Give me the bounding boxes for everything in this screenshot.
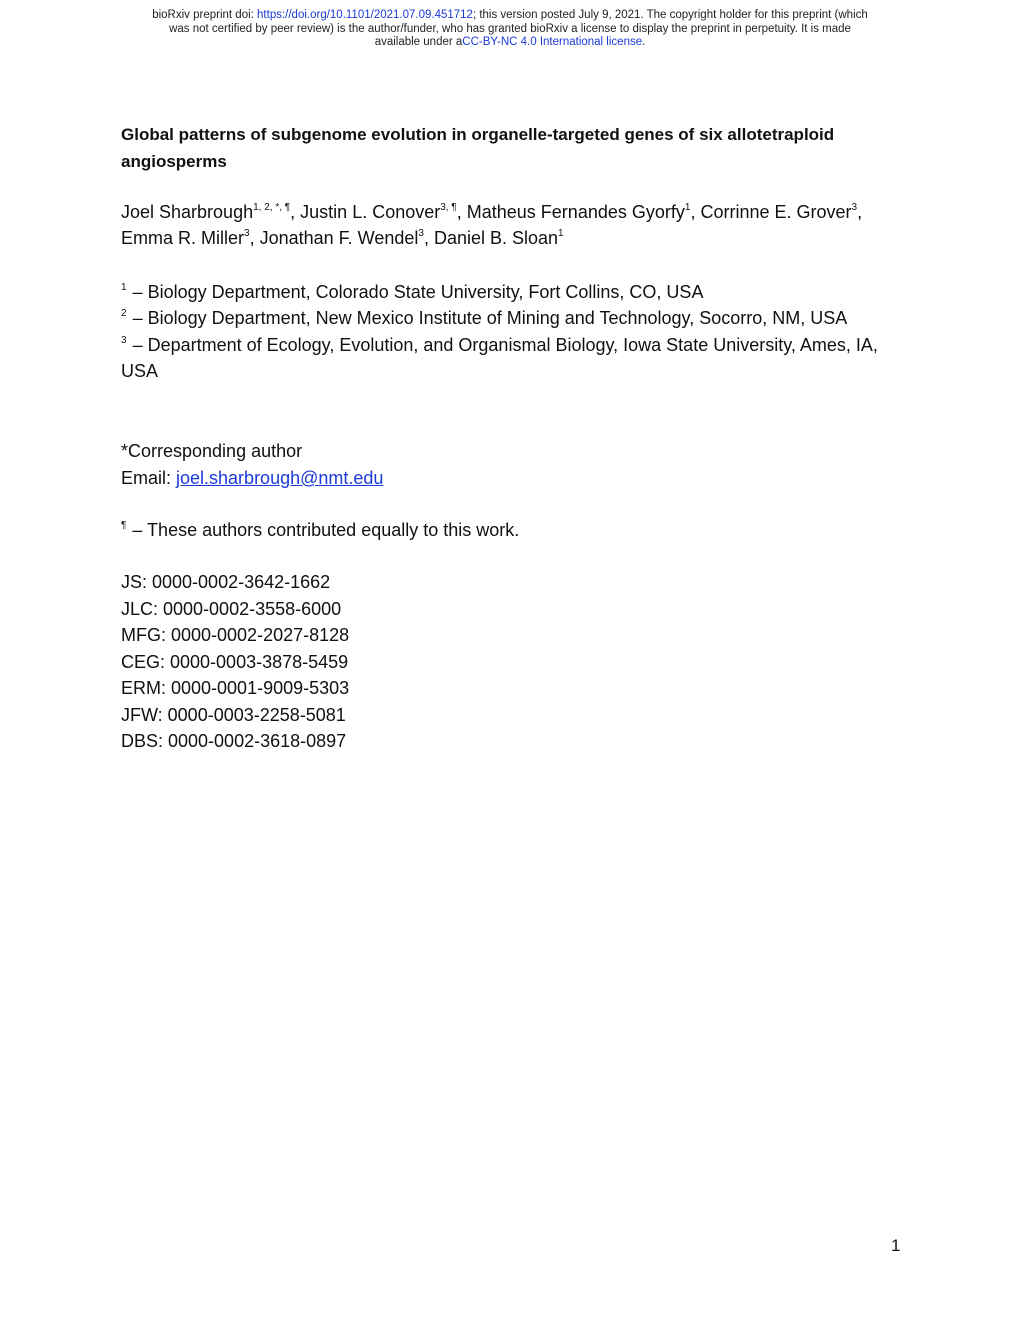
equal-contribution-text: – These authors contributed equally to this work. — [132, 520, 520, 540]
affiliation-text: – Biology Department, New Mexico Institute of Mining and Technology, Socorro, NM, USA — [132, 308, 848, 329]
orcid-entry: JS: 0000-0002-3642-1662 — [121, 572, 331, 592]
author-affiliation-marker: 1 — [684, 202, 691, 213]
author-affiliation-marker: 3 — [851, 202, 858, 213]
email-line — [121, 465, 383, 492]
doi-link[interactable]: https://doi.org/10.1101/2021.07.09.451712 — [257, 9, 473, 21]
header-suffix: ; this version posted July 9, 2021. The copyright holder for this preprint (which — [472, 9, 868, 21]
author-separator: , — [249, 228, 260, 248]
license-link[interactable]: CC-BY-NC 4.0 International license — [462, 36, 643, 48]
author-name: Daniel B. Sloan — [433, 228, 559, 248]
pilcrow-symbol: ¶ — [121, 520, 127, 531]
author-list — [121, 199, 891, 251]
author — [434, 228, 564, 248]
author-separator: , — [690, 202, 701, 222]
author-name: Jonathan F. Wendel — [259, 228, 419, 248]
author-separator: , — [857, 202, 863, 222]
corresponding-author-block — [121, 438, 383, 492]
paper-title: Global patterns of subgenome evolution in organelle-targeted genes of six allotetraploid angiosperms — [121, 125, 835, 171]
affiliation-number: 3 — [121, 334, 127, 346]
equal-contribution-note — [121, 517, 519, 543]
author — [467, 202, 701, 222]
license-suffix: . — [642, 36, 646, 48]
affiliation — [121, 305, 896, 331]
affiliation-number: 1 — [121, 282, 127, 293]
author — [700, 202, 862, 222]
author — [260, 228, 434, 248]
header-line-1 — [70, 9, 950, 23]
author-affiliation-marker: 1, 2, *, ¶ — [253, 202, 291, 213]
preprint-header — [70, 9, 950, 50]
email-link[interactable]: joel.sharbrough@nmt.edu — [176, 468, 384, 488]
orcid-entry: MFG: 0000-0002-2027-8128 — [121, 625, 350, 645]
author-separator: , — [456, 202, 467, 222]
header-line-2: was not certified by peer review) is the author/funder, who has granted bioRxiv a license to display the preprint in perpetuity. It is made — [169, 22, 851, 35]
orcid-entry: JFW: 0000-0003-2258-5081 — [121, 704, 346, 725]
page-number: 1 — [891, 1236, 901, 1255]
email-label: Email: — [121, 468, 177, 488]
author — [300, 202, 467, 222]
author-affiliation-marker: 3, ¶ — [440, 202, 457, 213]
author-separator: , — [423, 228, 434, 248]
orcid-entry: CEG: 0000-0003-3878-5459 — [121, 651, 349, 672]
author-affiliation-marker: 3 — [418, 228, 424, 239]
header-line-3 — [70, 36, 950, 50]
corresponding-author-label: *Corresponding author — [121, 441, 303, 461]
orcid-entry: JLC: 0000-0002-3558-6000 — [121, 598, 342, 619]
affiliation — [121, 279, 896, 305]
author-affiliation-marker: 1 — [558, 228, 564, 239]
affiliation — [121, 332, 896, 385]
author — [121, 228, 260, 248]
orcid-list — [121, 569, 349, 755]
author — [121, 202, 300, 222]
affiliation-number: 2 — [121, 308, 127, 320]
author-name: Emma R. Miller — [121, 228, 245, 248]
license-prefix: available under a — [374, 36, 463, 48]
affiliation-text: – Biology Department, Colorado State University, Fort Collins, CO, USA — [132, 282, 704, 302]
author-affiliation-marker: 3 — [244, 228, 250, 239]
header-prefix: bioRxiv preprint doi: — [152, 9, 258, 21]
affiliation-list — [121, 279, 896, 384]
orcid-entry: DBS: 0000-0002-3618-0897 — [121, 731, 347, 751]
author-name: Matheus Fernandes Gyorfy — [466, 202, 685, 222]
author-separator: , — [290, 202, 301, 222]
author-name: Justin L. Conover — [300, 202, 441, 222]
author-name: Corrinne E. Grover — [700, 202, 852, 222]
orcid-entry: ERM: 0000-0001-9009-5303 — [121, 678, 350, 698]
affiliation-text: – Department of Ecology, Evolution, and Organismal Biology, Iowa State University, Ames, IA, USA — [121, 334, 878, 381]
author-name: Joel Sharbrough — [121, 202, 254, 222]
